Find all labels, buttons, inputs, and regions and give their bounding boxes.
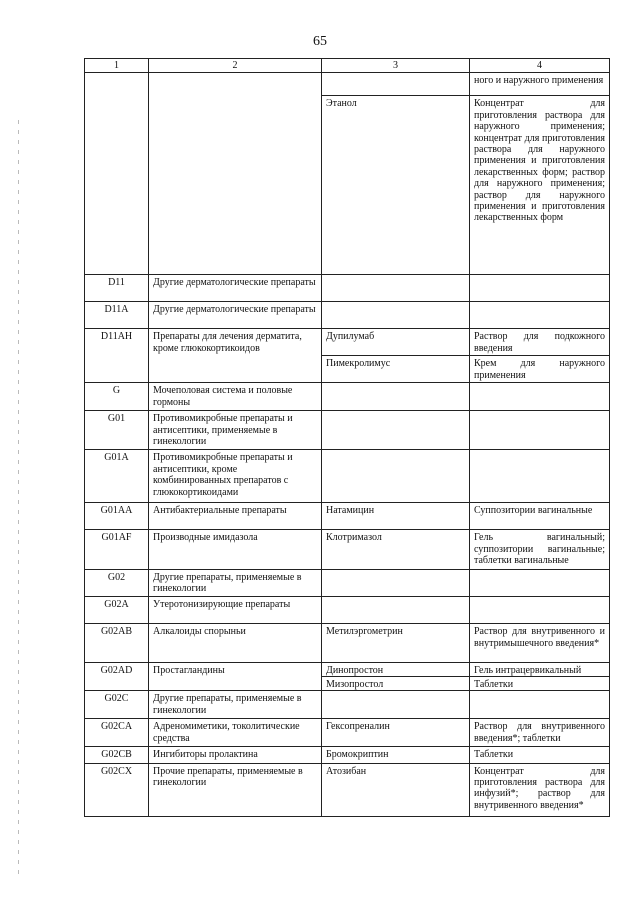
drug-name: [322, 691, 470, 719]
drug-name: [322, 73, 469, 95]
drug-name: Гексопреналин: [322, 719, 470, 747]
drug-name: Пимекролимус: [322, 355, 469, 382]
drug-name: Этанол: [322, 95, 469, 274]
drug-name: Дупилумаб: [326, 331, 375, 343]
table-row: [85, 597, 610, 624]
atc-code: G: [85, 383, 149, 411]
atc-code: G02CB: [85, 747, 149, 763]
drug-name: [322, 302, 470, 329]
drug-name: [322, 450, 470, 503]
dosage-form: Таблетки: [470, 676, 609, 690]
dosage-form: [470, 411, 610, 450]
dosage-form: Раствор для внутривенного и внутримышечного введения*: [470, 624, 610, 663]
atc-code: G02C: [85, 691, 149, 719]
drug-name: [322, 275, 470, 302]
atc-code: D11: [85, 275, 149, 302]
group-name: Мочеполовая система и половые гормоны: [149, 383, 322, 411]
group-name: Противомикробные препараты и антисептики, применяемые в гинекологии: [149, 411, 322, 450]
table-row: [85, 302, 610, 329]
atc-code: G02CX: [85, 763, 149, 816]
dosage-form: Концентрат для приготовления раствора для инфузий*; раствор для внутривенного введения*: [470, 763, 610, 816]
group-name: Другие препараты, применяемые в гинекологии: [149, 691, 322, 719]
drug-name: [322, 597, 470, 624]
table-row: [85, 411, 610, 450]
table-row: [85, 73, 610, 275]
table-row: [85, 569, 610, 597]
header-row: [85, 59, 610, 73]
atc-code: G02: [85, 569, 149, 597]
atc-code: G01AA: [85, 503, 149, 530]
scan-edge-marks: [18, 120, 19, 880]
column-header-2: 2: [149, 59, 322, 73]
group-name: Антибактериальные препараты: [149, 503, 322, 530]
table-row: [85, 503, 610, 530]
group-name: Препараты для лечения дерматита, кроме глюкокортикоидов: [149, 329, 322, 383]
drug-name: [322, 383, 470, 411]
group-name: Простагландины: [149, 663, 322, 691]
table-row: [85, 691, 610, 719]
drug-name-cell: [322, 73, 470, 275]
atc-code: G02AB: [85, 624, 149, 663]
atc-code: G02A: [85, 597, 149, 624]
dosage-form: Раствор для внутривенного введения*; таблетки: [470, 719, 610, 747]
group-name: Ингибиторы пролактина: [149, 747, 322, 763]
table-row: [85, 763, 610, 816]
column-header-1: 1: [85, 59, 149, 73]
drug-name-cell: [322, 329, 470, 383]
group-name: Другие дерматологические препараты: [149, 275, 322, 302]
table-row: [85, 624, 610, 663]
dosage-form: [470, 450, 610, 503]
drug-name: Клотримазол: [322, 530, 470, 569]
dosage-form: Таблетки: [470, 747, 610, 763]
atc-code: G02CA: [85, 719, 149, 747]
drug-name: Метилэргометрин: [322, 624, 470, 663]
atc-code: D11A: [85, 302, 149, 329]
drug-name: Мизопростол: [322, 676, 469, 690]
dosage-form: Гель интрацервикальный: [474, 665, 582, 677]
group-name: Другие препараты, применяемые в гинекологии: [149, 569, 322, 597]
dosage-form: [470, 691, 610, 719]
atc-code: G01A: [85, 450, 149, 503]
drug-name: [322, 569, 470, 597]
column-header-4: 4: [470, 59, 610, 73]
dosage-form-cell: [470, 73, 610, 275]
atc-code: G01AF: [85, 530, 149, 569]
group-name: Адреномиметики, токолитические средства: [149, 719, 322, 747]
group-name: Противомикробные препараты и антисептики, кроме комбинированных препаратов с глюкокортикоидами: [149, 450, 322, 503]
drug-name: Бромокриптин: [322, 747, 470, 763]
dosage-form: Раствор для подкожного введения: [474, 331, 605, 354]
group-name: Производные имидазола: [149, 530, 322, 569]
group-name: [149, 73, 322, 275]
dosage-form: [470, 569, 610, 597]
atc-code: G01: [85, 411, 149, 450]
dosage-form: [470, 383, 610, 411]
page-number: 65: [313, 34, 327, 49]
dosage-form-cell: [470, 663, 610, 691]
column-header-3: 3: [322, 59, 470, 73]
table-row: [85, 747, 610, 763]
group-name: Прочие препараты, применяемые в гинекологии: [149, 763, 322, 816]
drug-name: Натамицин: [322, 503, 470, 530]
table-row: [85, 663, 610, 691]
table-row: [85, 275, 610, 302]
dosage-form: ного и наружного применения: [474, 75, 604, 87]
table-row: [85, 383, 610, 411]
table-row: [85, 719, 610, 747]
drug-name-cell: [322, 663, 470, 691]
drug-name: Атозибан: [322, 763, 470, 816]
dosage-form: Крем для наружного применения: [470, 355, 609, 382]
drug-name: Динопростон: [326, 665, 384, 677]
atc-code: G02AD: [85, 663, 149, 691]
atc-code: D11AH: [85, 329, 149, 383]
table-row: [85, 450, 610, 503]
dosage-form: [470, 302, 610, 329]
group-name: Алкалоиды спорыньи: [149, 624, 322, 663]
group-name: Утеротонизирующие препараты: [149, 597, 322, 624]
dosage-form: Концентрат для приготовления раствора для наружного применения; концентрат для приготовления раствора для наружного применения и приготовления лекарственных форм; раствор для наружного применения; раствор для наружного применения и приготовления лекарственных форм: [470, 95, 609, 274]
group-name: Другие дерматологические препараты: [149, 302, 322, 329]
dosage-form: Гель вагинальный; суппозитории вагинальные; таблетки вагинальные: [470, 530, 610, 569]
atc-code: [85, 73, 149, 275]
table-row: [85, 530, 610, 569]
drug-name: [322, 411, 470, 450]
dosage-form: [470, 597, 610, 624]
dosage-form: Суппозитории вагинальные: [470, 503, 610, 530]
dosage-form: [470, 275, 610, 302]
drug-list-table: [84, 58, 610, 817]
table-row: [85, 329, 610, 383]
dosage-form-cell: [470, 329, 610, 383]
